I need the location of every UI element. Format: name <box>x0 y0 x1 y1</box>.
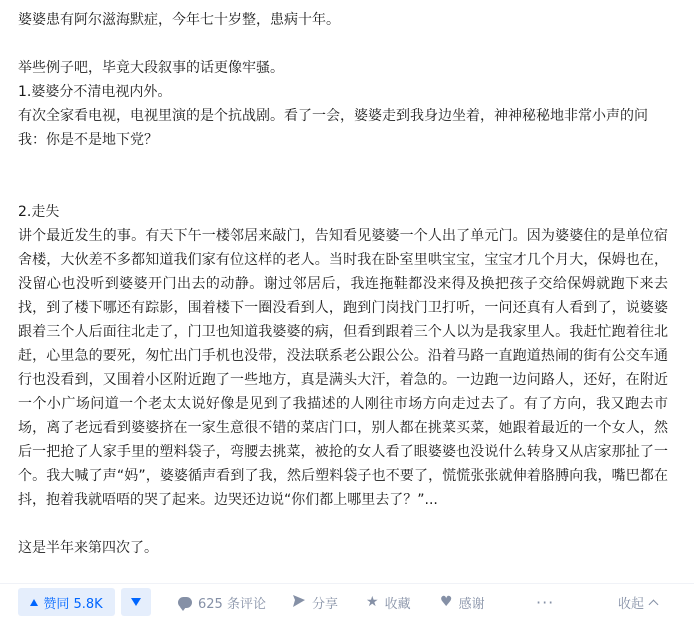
section-2-title: 2.走失 <box>18 204 60 220</box>
favorite-label: 收藏 <box>384 596 411 612</box>
heart-icon: ♥ <box>440 594 453 610</box>
comment-label: 625 条评论 <box>198 596 266 612</box>
thanks-button[interactable] <box>440 584 485 619</box>
collapse-label: 收起 <box>618 596 645 612</box>
favorite-button[interactable] <box>366 584 411 619</box>
section-1-title: 1.婆婆分不清电视内外。 <box>18 84 172 100</box>
thanks-label: 感谢 <box>458 596 485 612</box>
star-icon: ★ <box>366 594 379 610</box>
vote-up-button[interactable] <box>18 588 115 616</box>
share-icon <box>292 594 306 611</box>
comment-bubble-icon <box>178 597 192 608</box>
paragraph-spacer <box>18 512 668 536</box>
more-button[interactable] <box>536 584 554 619</box>
closing-paragraph: 这是半年来第四次了。 <box>18 540 158 556</box>
more-dots-icon: ··· <box>536 592 555 612</box>
answer-content <box>18 8 668 560</box>
paragraph-spacer <box>18 32 668 56</box>
collapse-button[interactable] <box>618 584 657 619</box>
vote-up-label: 赞同 5.8K <box>43 596 103 612</box>
triangle-down-icon <box>131 598 141 606</box>
section-2-body: 讲个最近发生的事。有天下午一楼邻居来敲门，告知看见婆婆一个人出了单元门。因为婆婆住的是单位宿舍楼，大伙差不多都知道我们家有位这样的老人。当时我在卧室里哄宝宝，宝宝才几个月大，保姆也在，没留心也没听到婆婆开门出去的动静。谢过邻居后，我连拖鞋都没来得及换把孩子交给保姆就跑下来去找，到了楼下哪还有踪影，围着楼下一圈没看到人，跑到门岗找门卫打听，一问还真有人看到了，说婆婆跟着三个人后面往北走了，门卫也知道我婆婆的病，但看到跟着三个人以为是我家里人。我赶忙跑着往北赶，心里急的要死，匆忙出门手机也没带，没法联系老公跟公公。沿着马路一直跑道热闹的街有公交车通行也没看到，又围着小区附近跑了一些地方，真是满头大汗，着急的。一边跑一边问路人，还好，在附近一个小广场问道一个老太太说好像是见到了我描述的人刚往市场方向走过去了。有了方向，我又跑去市场，离了老远看到婆婆挤在一家生意很不错的菜店门口，别人都在挑菜买菜，她跟着最近的一个女人，然后一把抢了人家手里的塑料袋子，弯腰去挑菜，被抢的女人看了眼婆婆也没说什么转身又从店家那扯了一个。我大喊了声“妈”，婆婆循声看到了我，然后塑料袋子也不要了，慌慌张张就伸着胳膊向我，嘴巴都在抖，抱着我就唔唔的哭了起来。边哭还边说“你们都上哪里去了？”... <box>18 228 668 508</box>
lead-paragraph: 举些例子吧，毕竟大段叙事的话更像牢骚。 <box>18 60 284 76</box>
comment-button[interactable] <box>178 584 266 619</box>
share-label: 分享 <box>312 596 339 612</box>
vote-down-button[interactable] <box>121 588 151 616</box>
share-button[interactable] <box>292 584 338 619</box>
triangle-up-icon <box>30 599 38 606</box>
paragraph-spacer <box>18 152 668 200</box>
chevron-up-icon <box>649 599 659 609</box>
answer-action-bar <box>0 583 694 619</box>
section-1-body: 有次全家看电视，电视里演的是个抗战剧。看了一会，婆婆走到我身边坐着，神神秘秘地非常小声的问我：你是不是地下党？ <box>18 108 648 148</box>
intro-paragraph: 婆婆患有阿尔滋海默症，今年七十岁整，患病十年。 <box>18 12 340 28</box>
